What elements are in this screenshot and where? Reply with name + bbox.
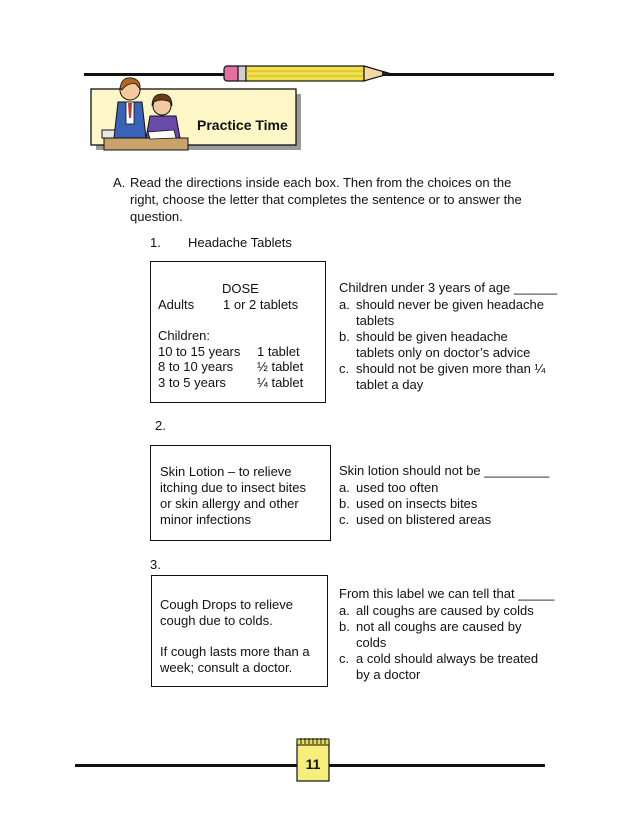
- item-number: 2.: [155, 418, 166, 433]
- instructions-label: A.: [113, 175, 126, 190]
- dose-row-dose: ½ tablet: [257, 359, 304, 374]
- instructions-line: Read the directions inside each box. Then from the choices on the: [130, 175, 512, 190]
- label-box-headache: [150, 261, 326, 403]
- question-text: Children under 3 years of age ______: [339, 280, 558, 295]
- item-number: 1.: [150, 235, 161, 250]
- choices-3: [339, 586, 569, 683]
- label-line: If cough lasts more than a: [160, 644, 310, 659]
- label-line: Skin Lotion – to relieve: [160, 464, 292, 479]
- label-line: Cough Drops to relieve: [160, 597, 293, 612]
- page-title: Practice Time: [197, 117, 288, 133]
- dose-row-dose: ¼ tablet: [257, 375, 304, 390]
- dose-title: DOSE: [222, 281, 259, 296]
- option-a: a. used too often: [339, 480, 439, 495]
- dose-row-age: 8 to 10 years: [158, 359, 234, 374]
- question-text: Skin lotion should not be _________: [339, 463, 550, 478]
- label-line: week; consult a doctor.: [160, 660, 293, 675]
- choices-2: [339, 463, 569, 528]
- teacher-student-clipart: [100, 72, 192, 158]
- label-box-skin-lotion: [150, 445, 331, 541]
- adults-value: 1 or 2 tablets: [223, 297, 299, 312]
- option-b: b. should be given headache tablets only on doctor’s advice: [339, 329, 531, 360]
- option-b: b. used on insects bites: [339, 496, 478, 511]
- label-box-cough-drops: [151, 575, 328, 687]
- option-a: a. all coughs are caused by colds: [339, 603, 534, 618]
- choices-1: [339, 280, 569, 393]
- adults-label: Adults: [158, 297, 195, 312]
- instructions-line: right, choose the letter that completes the sentence or to answer the: [130, 192, 522, 207]
- item-heading: Headache Tablets: [188, 235, 292, 250]
- item-number: 3.: [150, 557, 161, 572]
- option-a: a. should never be given headache tablets: [339, 297, 544, 328]
- page-number: 11: [305, 756, 321, 772]
- instructions: [113, 174, 563, 225]
- dose-row-age: 10 to 15 years: [158, 344, 241, 359]
- option-c: c. should not be given more than ¼ tablet a day: [339, 361, 546, 392]
- dose-row-age: 3 to 5 years: [158, 375, 226, 390]
- dose-row-dose: 1 tablet: [257, 344, 300, 359]
- instructions-line: question.: [130, 209, 183, 224]
- label-line: minor infections: [160, 512, 252, 527]
- label-line: cough due to colds.: [160, 613, 273, 628]
- pencil-icon: [222, 63, 402, 85]
- children-label: Children:: [158, 328, 211, 343]
- label-line: or skin allergy and other: [160, 496, 299, 511]
- label-line: itching due to insect bites: [160, 480, 306, 495]
- option-c: c. used on blistered areas: [339, 512, 492, 527]
- question-text: From this label we can tell that _____: [339, 586, 555, 601]
- option-c: c. a cold should always be treated by a doctor: [339, 651, 539, 682]
- option-b: b. not all coughs are caused by colds: [339, 619, 522, 650]
